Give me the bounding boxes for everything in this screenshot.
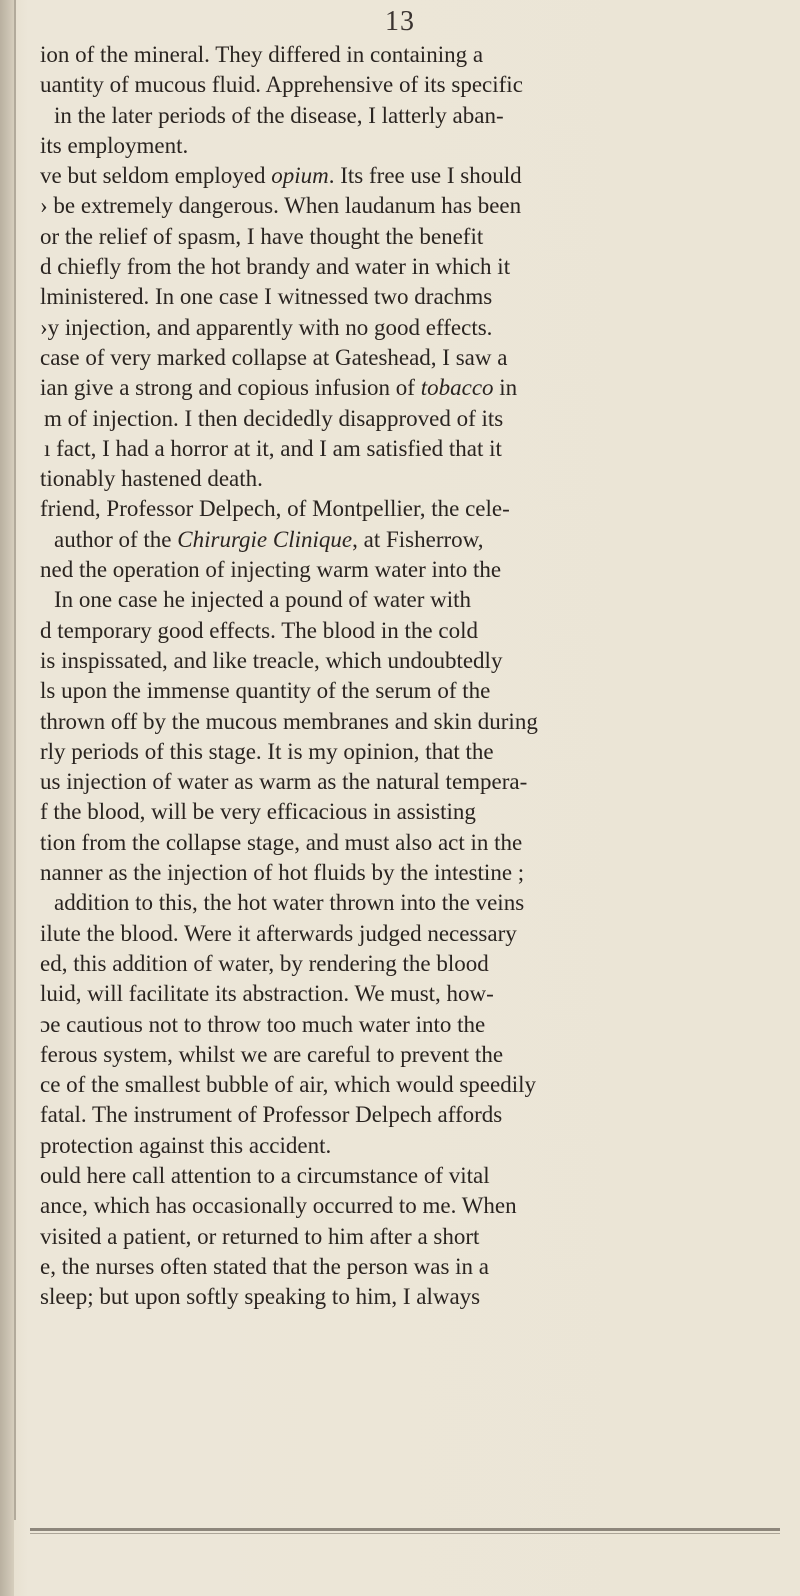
text-line [40, 888, 800, 918]
text-span: fatal. The instrument of Professor Delpech affords [40, 1102, 503, 1128]
text-line [40, 737, 800, 767]
text-line [40, 1282, 800, 1312]
text-line [40, 464, 800, 494]
text-span: d temporary good effects. The blood in the cold [40, 617, 478, 643]
text-line [40, 1191, 800, 1221]
text-line [40, 919, 800, 949]
text-span: rly periods of this stage. It is my opinion, that the [40, 738, 494, 764]
text-line [40, 343, 800, 373]
text-line [40, 1131, 800, 1161]
text-span: is inspissated, and like treacle, which undoubtedly [40, 647, 503, 673]
text-span: f the blood, will be very efficacious in assisting [40, 799, 476, 825]
text-span: ian give a strong and copious infusion of [40, 375, 421, 401]
text-line [40, 131, 800, 161]
text-span: or the relief of spasm, I have thought the benefit [40, 223, 484, 249]
text-span: thrown off by the mucous membranes and skin during [40, 708, 538, 734]
page-number: 13 [385, 6, 415, 37]
text-span: ed, this addition of water, by rendering the blood [40, 950, 489, 976]
body-text [40, 40, 800, 1312]
text-line [40, 70, 800, 100]
text-line [40, 1070, 800, 1100]
text-span: ı fact, I had a horror at it, and I am satisfied that it [44, 435, 502, 461]
text-span: case of very marked collapse at Gateshead, I saw a [40, 344, 508, 370]
text-line [40, 797, 800, 827]
text-span: ve but seldom employed [40, 163, 272, 189]
text-span: ɔe cautious not to throw too much water into the [40, 1011, 486, 1037]
text-line [40, 1222, 800, 1252]
text-line [40, 525, 800, 555]
text-line [40, 1040, 800, 1070]
text-line [40, 404, 800, 434]
text-line [40, 1161, 800, 1191]
text-line [40, 313, 800, 343]
text-line [40, 282, 800, 312]
text-line [40, 707, 800, 737]
text-span: ion of the mineral. They differed in containing a [40, 42, 484, 67]
text-span: in the later periods of the disease, I latterly aban- [54, 102, 504, 128]
text-line [40, 191, 800, 221]
text-span: friend, Professor Delpech, of Montpellier, the cele- [40, 496, 510, 522]
text-span: protection against this accident. [40, 1132, 332, 1158]
text-line [40, 555, 800, 585]
text-span: d chiefly from the hot brandy and water in which it [40, 254, 511, 280]
text-span: ce of the smallest bubble of air, which would speedily [40, 1072, 537, 1098]
text-line [40, 252, 800, 282]
text-line [40, 949, 800, 979]
text-line [40, 676, 800, 706]
text-line [40, 767, 800, 797]
text-span: its employment. [40, 132, 189, 158]
text-span: nanner as the injection of hot fluids by the intestine ; [40, 860, 525, 886]
text-line [40, 585, 800, 615]
text-span: In one case he injected a pound of water with [54, 587, 472, 613]
text-span: ferous system, whilst we are careful to prevent the [40, 1041, 504, 1067]
text-span: visited a patient, or returned to him after a short [40, 1223, 480, 1249]
text-span: us injection of water as warm as the natural tempera- [40, 769, 528, 795]
text-span: lministered. In one case I witnessed two drachms [40, 284, 493, 310]
text-span: addition to this, the hot water thrown into the veins [54, 890, 525, 916]
text-span: luid, will facilitate its abstraction. We must, how- [40, 981, 494, 1007]
text-line [40, 1010, 800, 1040]
text-line [40, 616, 800, 646]
page-gutter [0, 0, 14, 1596]
text-span: author of the [54, 526, 178, 552]
text-span: tionably hastened death. [40, 466, 263, 492]
text-line [40, 1100, 800, 1130]
text-line [40, 828, 800, 858]
bottom-rule-secondary [30, 1533, 780, 1534]
text-span: uantity of mucous fluid. Apprehensive of its specific [40, 72, 523, 98]
italic-text: Chirurgie Clinique [177, 526, 353, 552]
text-line [40, 222, 800, 252]
gutter-shadow-line [14, 0, 16, 1520]
text-line [40, 161, 800, 191]
text-line [40, 40, 800, 70]
text-span: m of injection. I then decidedly disapproved of its [44, 405, 504, 431]
text-span: sleep; but upon softly speaking to him, I always [40, 1284, 481, 1310]
text-span: ned the operation of injecting warm water into the [40, 557, 502, 583]
text-line [40, 979, 800, 1009]
text-span: , at Fisherrow, [352, 526, 484, 552]
text-line [40, 101, 800, 131]
italic-text: opium [271, 163, 329, 189]
text-span: ›y injection, and apparently with no good effects. [40, 314, 493, 340]
text-line [40, 858, 800, 888]
text-span: ilute the blood. Were it afterwards judged necessary [40, 920, 517, 946]
text-line [40, 494, 800, 524]
text-span: › be extremely dangerous. When laudanum has been [40, 193, 522, 219]
text-line [40, 1252, 800, 1282]
text-line [40, 646, 800, 676]
text-span: ance, which has occasionally occurred to me. When [40, 1193, 517, 1219]
text-line [40, 434, 800, 464]
text-span: . Its free use I should [328, 163, 522, 189]
text-span: tion from the collapse stage, and must also act in the [40, 829, 523, 855]
text-span: e, the nurses often stated that the person was in a [40, 1253, 490, 1279]
text-span: ould here call attention to a circumstance of vital [40, 1162, 490, 1188]
text-line [40, 373, 800, 403]
italic-text: tobacco [420, 375, 494, 401]
bottom-rule [30, 1528, 780, 1531]
text-span: in [493, 375, 518, 401]
text-span: ls upon the immense quantity of the serum of the [40, 678, 491, 704]
